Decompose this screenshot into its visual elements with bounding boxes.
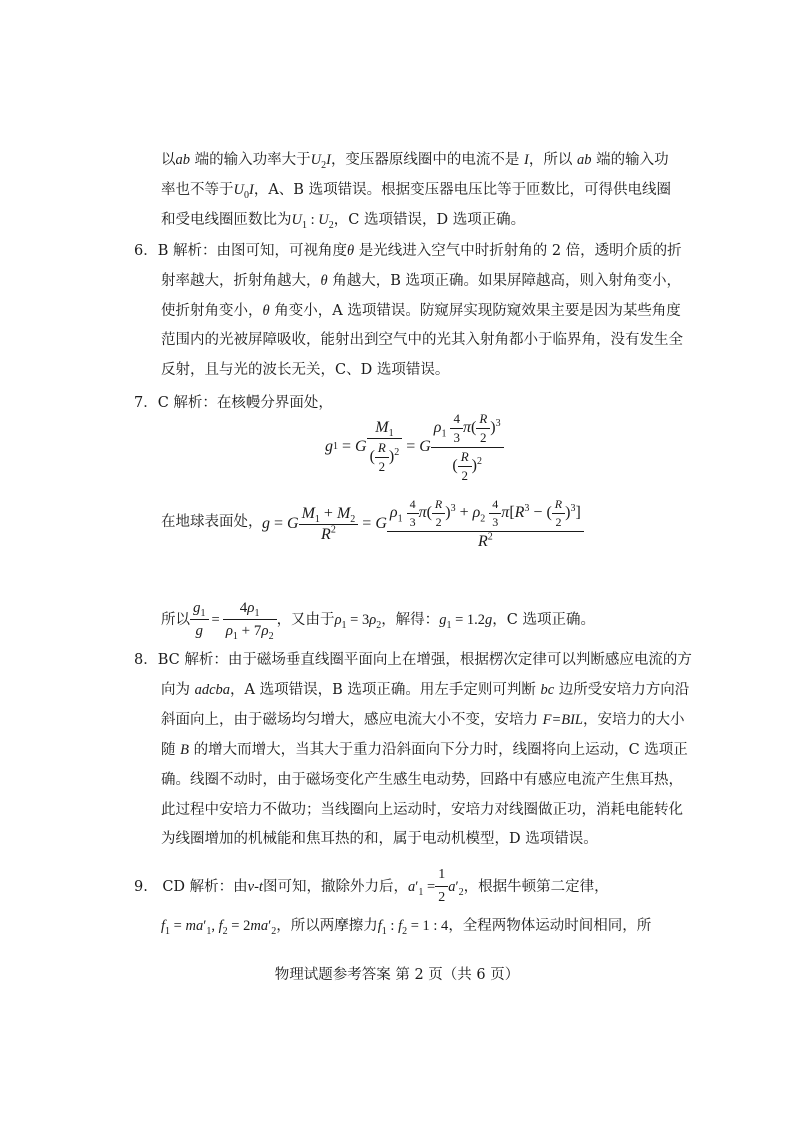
- q6-line: 6．B 解析：由图可知，可视角度θ 是光线进入空气中时折射角的 2 倍，透明介质的折: [134, 243, 682, 259]
- q6-line: 反射，且与光的波长无关，C、D 选项错误。: [161, 362, 450, 378]
- q7-line: 所以 $\frac{g_1}{g}$ = $\frac{4\rho_1}{\rho_1 + 7\rho_2}$ ，又由于 $\rho_1 = 3\rho_2$ ，解得： $g_1 = 1.2g$ ，C 选项正确。: [161, 600, 595, 642]
- q9-line: $f_1 = ma'_1$, $f_2 = 2ma'_2$，所以两摩擦力$f_1$ : $f_2 = 1$ : 4，全程两物体运动时间相同，所: [161, 918, 652, 937]
- equation-g1: g 1 = G $M_1$ ( $\frac{R}{2}$ )$^2$ = G $\rho_1$ $\frac{4}{3}$ π( $\frac{R}{2}$ )$^3$ ( $\frac{R}{2}$ )$^2$: [325, 410, 504, 484]
- equation-g: g = G $\frac{M_1 + M_2}{R^2}$ = G $\rho_1$ $\frac{4}{3}$ π( $\frac{R}{2}$ )$^3 + \rho_2$ $\frac{4}{3}$ $\pi[R^3$ − ( $\frac{R}{2}$ )$^3$] $R^2$: [262, 492, 584, 556]
- q8-line: 随 B 的增大而增大，当其大于重力沿斜面向下分力时，线圈将向上运动，C 选项正: [161, 742, 688, 758]
- q8-line: 为线圈增加的机械能和焦耳热的和，属于电动机模型，D 选项错误。: [161, 831, 598, 847]
- q8-line: 此过程中安培力不做功；当线圈向上运动时，安培力对线圈做正功，消耗电能转化: [161, 802, 683, 818]
- q7-line: 在地球表面处，: [161, 514, 263, 530]
- q8-line: 斜面向上，由于磁场均匀增大，感应电流大小不变，安培力 F=BIL，安培力的大小: [161, 712, 685, 728]
- q8-line: 向为 adcba，A 选项错误，B 选项正确。用左手定则可判断 bc 边所受安培力方向沿: [161, 682, 690, 698]
- paragraph-line: 和受电线圈匝数比为$U_1$ : $U_2$，C 选项错误，D 选项正确。: [161, 212, 526, 231]
- page-footer: 物理试题参考答案 第 2 页（共 6 页）: [274, 967, 520, 983]
- q6-line: 使折射角变小，θ 角变小，A 选项错误。防窥屏实现防窥效果主要是因为某些角度: [161, 303, 681, 319]
- paragraph-line: 以ab 端的输入功率大于$U_2I$，变压器原线圈中的电流不是 I，所以 ab 端的输入功: [161, 152, 669, 171]
- q8-line: 确。线圈不动时，由于磁场变化产生感生电动势，回路中有感应电流产生焦耳热，: [161, 772, 683, 788]
- paragraph-line: 率也不等于$U_0I$，A、B 选项错误。根据变压器电压比等于匝数比，可得供电线圈: [161, 182, 672, 201]
- q6-line: 范围内的光被屏障吸收，能射出到空气中的光其入射角都小于临界角，没有发生全: [161, 332, 683, 348]
- q8-line: 8．BC 解析：由于磁场垂直线圈平面向上在增强，根据楞次定律可以判断感应电流的方: [134, 652, 692, 668]
- q7-line: 7．C 解析：在核幔分界面处，: [134, 395, 333, 411]
- q9-line: 9. CD 解析：由 v-t 图可知，撤除外力后， $a'_1$ = $\frac{1}{2}$ $a'_2$ ，根据牛顿第二定律，: [134, 867, 609, 905]
- q6-line: 射率越大，折射角越大，θ 角越大，B 选项正确。如果屏障越高，则入射角变小，: [161, 273, 681, 289]
